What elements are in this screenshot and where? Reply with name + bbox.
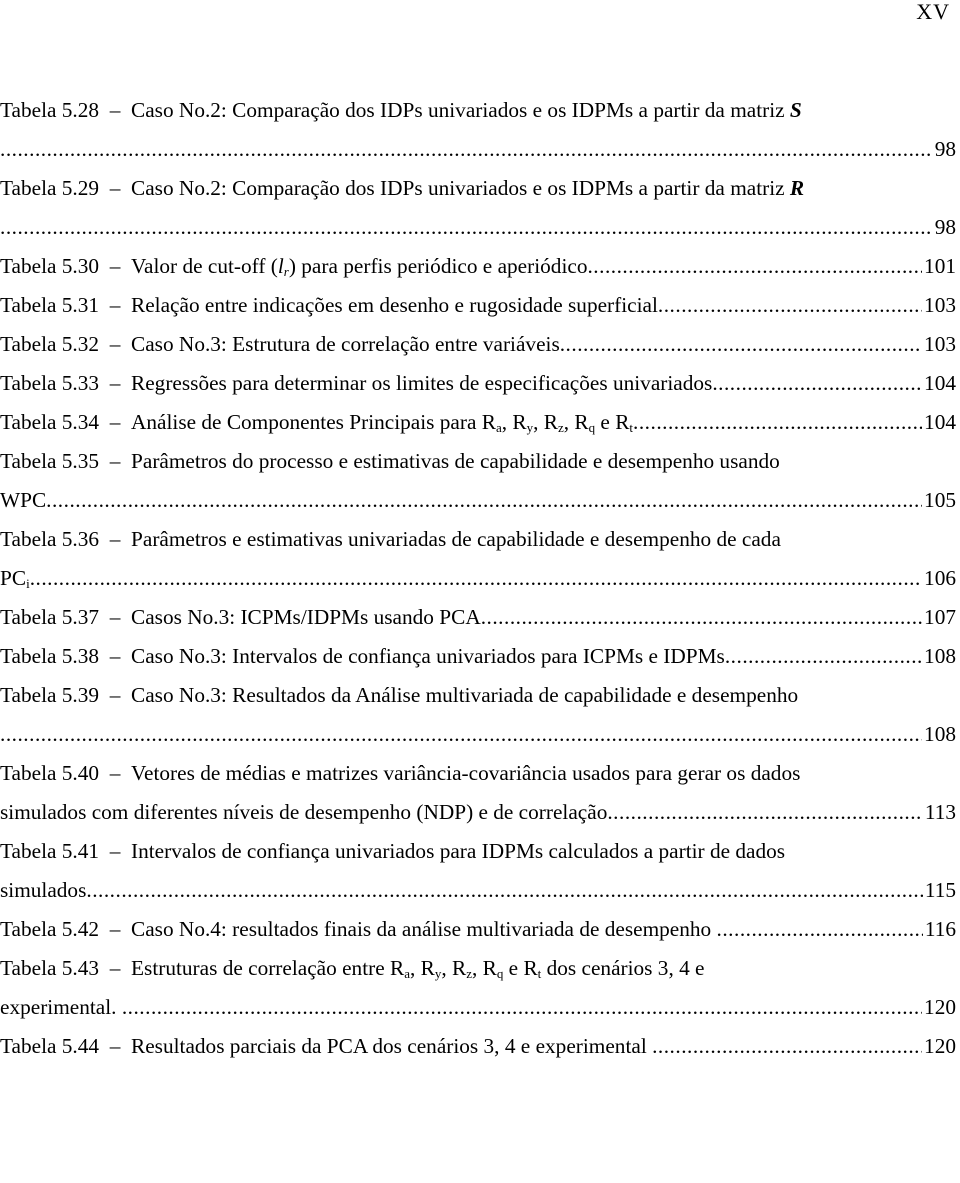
dot-leader xyxy=(481,605,922,630)
entry-page: 98 xyxy=(934,215,956,239)
toc-entry-5-31[interactable]: Tabela 5.31 – Relação entre indicações em desenho e rugosidade superficial ..... 103 xyxy=(0,293,956,318)
entry-page: 98 xyxy=(934,137,956,161)
toc-entry-5-42[interactable]: Tabela 5.42 – Caso No.4: resultados finais da análise multivariada de desempenho ..... 116 xyxy=(0,917,956,942)
toc-entry-5-35-cont[interactable]: WPC ..... 105 xyxy=(0,488,956,513)
dot-leader xyxy=(46,488,922,513)
toc-entry-5-43-cont[interactable]: experimental. ..... 120 xyxy=(0,995,956,1020)
dot-leader xyxy=(0,215,933,240)
toc-entry-5-38[interactable]: Tabela 5.38 – Caso No.3: Intervalos de confiança univariados para ICPMs e IDPMs ..... 108 xyxy=(0,644,956,669)
dot-leader xyxy=(0,137,933,162)
dot-leader xyxy=(607,800,922,825)
toc-entry-5-29-page[interactable] xyxy=(0,215,956,240)
toc-entry-5-36[interactable]: Tabela 5.36 – Parâmetros e estimativas univariadas de capabilidade e desempenho de cada xyxy=(0,527,781,551)
toc-entry-5-32[interactable]: Tabela 5.32 – Caso No.3: Estrutura de correlação entre variáveis ..... 103 xyxy=(0,332,956,357)
toc-entry-5-29[interactable]: Tabela 5.29 – Caso No.2: Comparação dos IDPs univariados e os IDPMs a partir da matriz R xyxy=(0,176,805,200)
dot-leader xyxy=(560,332,922,357)
dot-leader xyxy=(122,995,922,1020)
dot-leader xyxy=(652,1034,922,1059)
entry-title: Caso No.2: Comparação dos IDPs univariados e os IDPMs a partir da matriz xyxy=(131,98,785,122)
toc-entry-5-35[interactable]: Tabela 5.35 – Parâmetros do processo e estimativas de capabilidade e desempenho usando xyxy=(0,449,780,473)
dot-leader xyxy=(587,254,922,279)
toc-entry-5-39-page[interactable]: ..... 108 xyxy=(0,722,956,747)
toc-entry-5-40[interactable]: Tabela 5.40 – Vetores de médias e matrizes variância-covariância usados para gerar os dados xyxy=(0,761,801,785)
toc-entry-5-37[interactable]: Tabela 5.37 – Casos No.3: ICPMs/IDPMs usando PCA ..... 107 xyxy=(0,605,956,630)
toc-entry-5-39[interactable]: Tabela 5.39 – Caso No.3: Resultados da Análise multivariada de capabilidade e desempenho xyxy=(0,683,799,707)
toc-entry-5-28[interactable]: Tabela 5.28 – Caso No.2: Comparação dos IDPs univariados e os IDPMs a partir da matriz S xyxy=(0,98,802,122)
toc-entry-5-40-cont[interactable]: simulados com diferentes níveis de desempenho (NDP) e de correlação ..... 113 xyxy=(0,800,956,825)
dot-leader xyxy=(725,644,922,669)
dot-leader xyxy=(86,878,922,903)
dot-leader xyxy=(658,293,922,318)
entry-label: Tabela 5.29 xyxy=(0,176,100,200)
dot-leader xyxy=(633,410,922,435)
toc-entry-5-34[interactable]: Tabela 5.34 – Análise de Componentes Principais para $R_a$, $R_y$, $R_z$, $R_q$ e $R_t$ ..... 104 xyxy=(0,410,956,435)
toc-entry-5-44[interactable]: Tabela 5.44 – Resultados parciais da PCA dos cenários 3, 4 e experimental ..... 120 xyxy=(0,1034,956,1059)
toc-entry-5-28-page[interactable] xyxy=(0,137,956,162)
toc-entry-5-36-cont[interactable]: $PC_i$ ..... 106 xyxy=(0,566,956,591)
toc-entry-5-41[interactable]: Tabela 5.41 – Intervalos de confiança univariados para IDPMs calculados a partir de dados xyxy=(0,839,786,863)
dot-leader xyxy=(30,566,922,591)
toc-entry-5-33[interactable]: Tabela 5.33 – Regressões para determinar os limites de especificações univariados ..... 104 xyxy=(0,371,956,396)
table-of-contents xyxy=(0,98,956,1073)
entry-label: Tabela 5.28 xyxy=(0,98,100,122)
dot-leader xyxy=(0,722,922,747)
entry-title: Caso No.2: Comparação dos IDPs univariados e os IDPMs a partir da matriz xyxy=(131,176,785,200)
toc-entry-5-30[interactable]: Tabela 5.30 – Valor de cut-off $(l_r)$ para perfis periódico e aperiódico ..... 101 xyxy=(0,254,956,279)
dot-leader xyxy=(712,371,922,396)
toc-entry-5-43[interactable]: Tabela 5.43 – Estruturas de correlação entre $R_a$, $R_y$, $R_z$, $R_q$ e $R_t$ dos cenários 3, 4 e xyxy=(0,956,705,981)
page-number: XV xyxy=(916,0,950,24)
dot-leader xyxy=(717,917,923,942)
toc-entry-5-41-cont[interactable]: simulados ..... 115 xyxy=(0,878,956,903)
